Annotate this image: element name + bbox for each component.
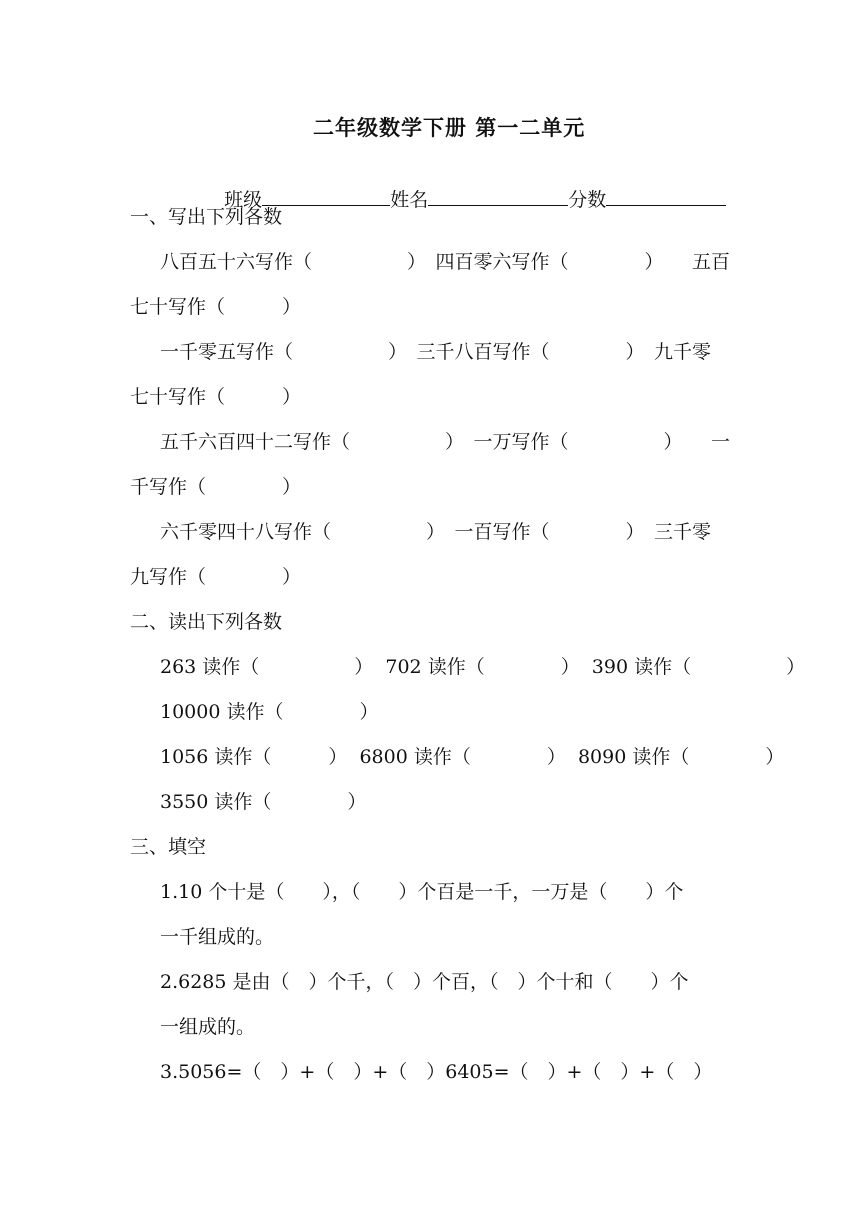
score-label: 分数 <box>568 189 607 211</box>
s1-line: 千写作（ ） <box>130 476 302 498</box>
name-field[interactable] <box>428 185 568 206</box>
s1-line: 八百五十六写作（ ） 四百零六写作（ ） 五百 <box>160 251 731 273</box>
s1-line: 七十写作（ ） <box>130 296 302 318</box>
s3-line: 一组成的。 <box>160 1016 256 1038</box>
s1-line: 一千零五写作（ ） 三千八百写作（ ） 九千零 <box>160 341 712 363</box>
name-label: 姓名 <box>390 189 429 211</box>
s2-line: 3550 读作（ ） <box>160 791 367 813</box>
s2-line: 1056 读作（ ） 6800 读作（ ） 8090 读作（ ） <box>160 746 785 768</box>
section-1-heading: 一、写出下列各数 <box>130 206 283 228</box>
s2-line: 10000 读作（ ） <box>160 701 379 723</box>
s3-line: 3.5056=（ ）+（ ）+（ ）6405=（ ）+（ ）+（ ） <box>160 1061 713 1083</box>
score-field[interactable] <box>606 185 726 206</box>
section-2-heading: 二、读出下列各数 <box>130 611 283 633</box>
s2-line: 263 读作（ ） 702 读作（ ） 390 读作（ ） <box>160 656 806 678</box>
s1-line: 九写作（ ） <box>130 566 302 588</box>
s1-line: 七十写作（ ） <box>130 386 302 408</box>
s1-line: 六千零四十八写作（ ） 一百写作（ ） 三千零 <box>160 521 712 543</box>
s3-line: 2.6285 是由（ ）个千，（ ）个百，（ ）个十和（ ）个 <box>160 971 689 993</box>
s3-line: 一千组成的。 <box>160 926 275 948</box>
student-info-row <box>200 159 726 211</box>
section-3-heading: 三、填空 <box>130 836 207 858</box>
class-label: 班级 <box>224 189 263 211</box>
class-field[interactable] <box>262 185 390 206</box>
s1-line: 五千六百四十二写作（ ） 一万写作（ ） 一 <box>160 431 731 453</box>
page-title: 二年级数学下册 第一二单元 <box>313 115 586 140</box>
s3-line: 1.10 个十是（ ），（ ）个百是一千，一万是（ ）个 <box>160 881 684 903</box>
